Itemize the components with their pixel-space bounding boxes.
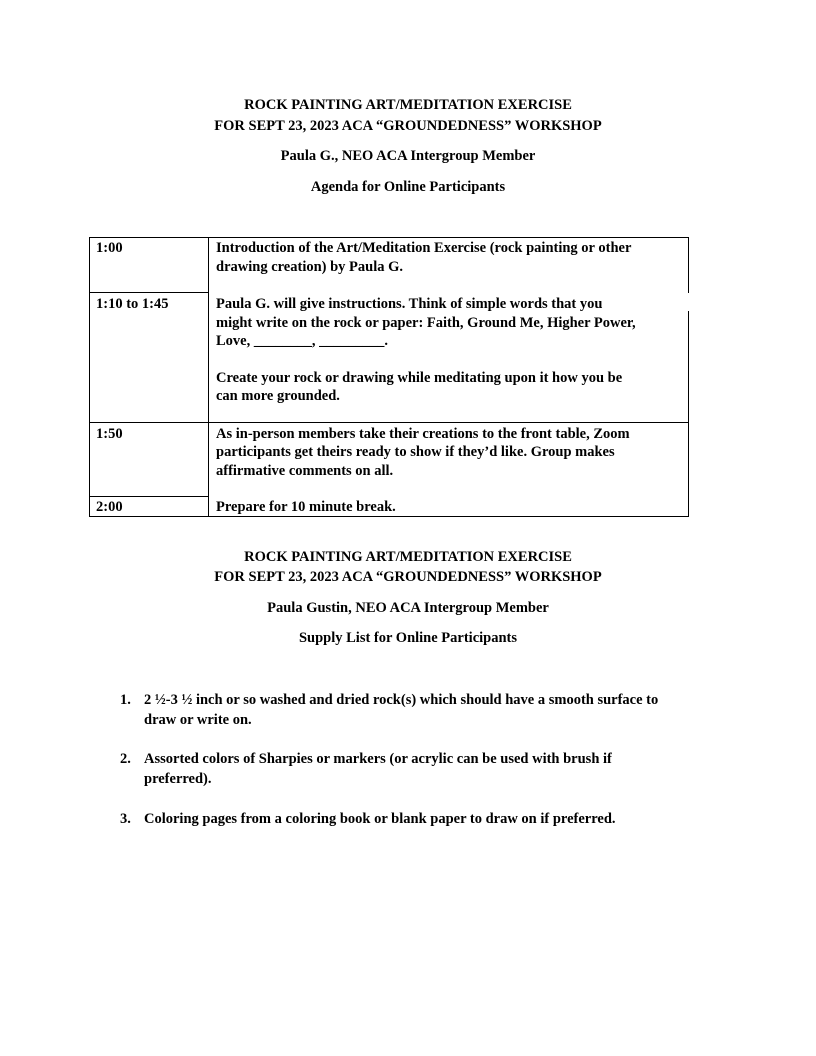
agenda-time-4: 2:00	[96, 499, 123, 515]
agenda-table	[89, 237, 689, 517]
supply-title-line-1: ROCK PAINTING ART/MEDITATION EXERCISE	[244, 549, 572, 565]
table-border-left	[89, 237, 90, 517]
agenda-time-1: 1:00	[96, 240, 123, 256]
agenda-desc-3-line-3: affirmative comments on all.	[216, 463, 394, 479]
agenda-subtitle: Agenda for Online Participants	[310, 179, 506, 195]
agenda-desc-3-line-2: participants get theirs ready to show if they’d like. Group makes	[216, 444, 615, 460]
agenda-desc-2-line-4: Create your rock or drawing while meditating upon it how you be	[216, 370, 623, 386]
supply-item-number: 1.	[120, 692, 131, 708]
agenda-desc-1-line-1: Introduction of the Art/Meditation Exercise (rock painting or other	[216, 240, 632, 256]
table-border-right-1	[688, 237, 689, 293]
supply-item-text-line-1: 2 ½-3 ½ inch or so washed and dried rock(s) which should have a smooth surface to	[144, 692, 659, 708]
table-border-top	[89, 237, 689, 238]
table-border-right-2	[688, 311, 689, 517]
agenda-desc-2-line-3: Love, ________, _________.	[216, 333, 388, 349]
agenda-time-3: 1:50	[96, 426, 123, 442]
agenda-desc-1-line-2: drawing creation) by Paula G.	[216, 259, 404, 275]
supply-list-item-2	[120, 749, 740, 791]
agenda-presenter: Paula G., NEO ACA Intergroup Member	[280, 148, 536, 164]
supply-item-number: 3.	[120, 811, 131, 827]
agenda-title-line-1: ROCK PAINTING ART/MEDITATION EXERCISE	[244, 97, 572, 113]
agenda-time-2: 1:10 to 1:45	[96, 296, 169, 312]
agenda-desc-2-line-5: can more grounded.	[216, 388, 340, 404]
supply-item-text-line-2: preferred).	[144, 771, 212, 787]
supply-item-text-line-1: Coloring pages from a coloring book or blank paper to draw on if preferred.	[144, 811, 616, 827]
supply-item-text-line-1: Assorted colors of Sharpies or markers (or acrylic can be used with brush if	[144, 751, 612, 767]
agenda-desc-4-line-1: Prepare for 10 minute break.	[216, 499, 396, 515]
supply-item-text-line-2: draw or write on.	[144, 712, 252, 728]
supply-presenter: Paula Gustin, NEO ACA Intergroup Member	[267, 600, 549, 616]
supply-item-number: 2.	[120, 751, 131, 767]
agenda-desc-2-line-1: Paula G. will give instructions. Think of simple words that you	[216, 296, 603, 312]
row-divider-2	[89, 422, 689, 423]
table-column-divider	[208, 237, 209, 517]
row-divider-3	[89, 496, 208, 497]
supply-list-item-3	[120, 809, 740, 831]
supply-title-line-2: FOR SEPT 23, 2023 ACA “GROUNDEDNESS” WORKSHOP	[214, 569, 602, 585]
agenda-desc-2-line-2: might write on the rock or paper: Faith, Ground Me, Higher Power,	[216, 315, 636, 331]
supply-list-item-1	[120, 690, 740, 732]
agenda-title-line-2: FOR SEPT 23, 2023 ACA “GROUNDEDNESS” WORKSHOP	[214, 118, 602, 134]
agenda-desc-3-line-1: As in-person members take their creations to the front table, Zoom	[216, 426, 630, 442]
row-divider-1	[89, 292, 208, 293]
supply-subtitle: Supply List for Online Participants	[298, 630, 518, 646]
